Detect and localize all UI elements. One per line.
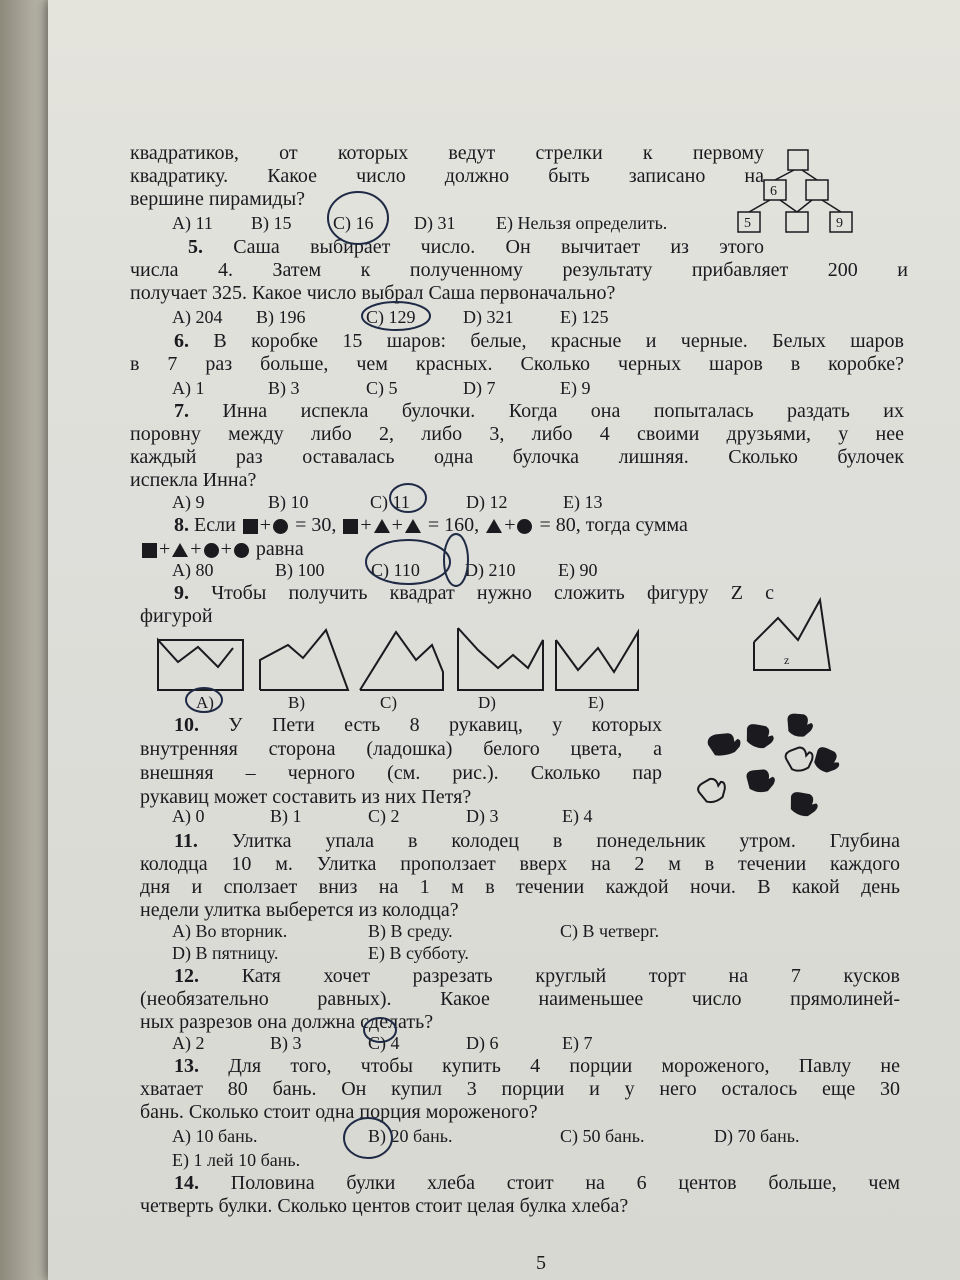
q4-answer-a: A) 11 (172, 213, 213, 233)
q10-answer-e: E) 4 (562, 806, 593, 826)
answer-circle-mark (186, 688, 222, 712)
q10-line: внешняя – черного (см. рис.). Сколько пар (140, 762, 662, 784)
q10-answer-a: A) 0 (172, 806, 205, 826)
q6-answer-c: C) 5 (366, 378, 398, 398)
q11-line: дня и сползает вниз на 1 м в течении каждой ночи. В какой день (140, 876, 900, 898)
q4-answer-d: D) 31 (414, 213, 456, 233)
question-number: 11. (174, 830, 198, 852)
q5-text: Саша выбирает число. Он вычитает из этого (233, 236, 765, 258)
pyramid-number: 6 (770, 184, 777, 199)
q6-answer-e: E) 9 (560, 378, 591, 398)
q12-text: Катя хочет разрезать круглый торт на 7 кусков (241, 965, 900, 987)
q12-answer-d: D) 6 (466, 1033, 499, 1053)
q8-line: 8. Если + = 30, + + = 160, + = 80, тогда сумма (174, 514, 688, 536)
q9-line: фигурой (140, 605, 213, 627)
q5-answer-a: A) 204 (172, 307, 223, 327)
q7-line: испекла Инна? (130, 469, 257, 491)
q6-answer-a: A) 1 (172, 378, 205, 398)
question-number: 10. (174, 714, 199, 736)
q5-line: получает 325. Какое число выбрал Саша первоначально? (130, 282, 616, 304)
question-number: 5. (188, 236, 203, 258)
page-number: 5 (536, 1252, 546, 1274)
q8-answer-b: B) 100 (275, 560, 325, 580)
q8-text: равна (255, 538, 304, 560)
q13-answer-e: E) 1 лей 10 бань. (172, 1150, 301, 1170)
answer-circle-mark (366, 540, 450, 584)
q13-answer-c: C) 50 бань. (560, 1126, 645, 1146)
answer-circle-mark (362, 302, 430, 330)
worksheet-page (48, 0, 960, 1280)
q7-line: поровну между либо 2, либо 3, либо 4 своими друзьями, у нее (130, 423, 904, 445)
q5-answer-c: C) 129 (366, 307, 416, 327)
q4-line: квадратиков, от которых ведут стрелки к первому (130, 142, 764, 164)
q6-answer-b: B) 3 (268, 378, 300, 398)
q14-line: четверть булки. Сколько центов стоит целая булка хлеба? (140, 1195, 629, 1217)
answer-circle-mark (364, 1018, 396, 1042)
figure-label: E) (588, 693, 605, 712)
q7-line: каждый раз оставалась одна булочка лишняя. Сколько булочек (130, 446, 904, 468)
q12-answer-e: E) 7 (562, 1033, 593, 1053)
question-number: 14. (174, 1172, 199, 1194)
q8-text: = 30, (295, 514, 337, 536)
q4-line: квадратику. Какое число должно быть записано на (130, 165, 764, 187)
q10-answer-b: B) 1 (270, 806, 302, 826)
figure-z-label: z (784, 653, 790, 667)
q6-answer-d: D) 7 (463, 378, 496, 398)
q11-answer-e: E) В субботу. (368, 943, 469, 963)
q10-text: У Пети есть 8 рукавиц, у которых (228, 714, 662, 736)
q4-answer-c: C) 16 (333, 213, 374, 233)
q10-answer-d: D) 3 (466, 806, 499, 826)
q10-line: внутренняя сторона (ладошка) белого цвета, а (140, 738, 662, 760)
q8-answer-e: E) 90 (558, 560, 598, 580)
q7-answer-a: A) 9 (172, 492, 205, 512)
q5-answer-b: B) 196 (256, 307, 306, 327)
q5-answer-d: D) 321 (463, 307, 514, 327)
q11-text: Улитка упала в колодец в понедельник утром. Глубина (231, 830, 900, 852)
question-number: 7. (174, 400, 189, 422)
question-number: 12. (174, 965, 199, 987)
q12-answer-a: A) 2 (172, 1033, 205, 1053)
answer-circle-mark (328, 192, 388, 244)
q8-answer-c: C) 110 (371, 560, 420, 580)
q9-text: Чтобы получить квадрат нужно сложить фигуру Z с (211, 582, 775, 604)
q7-answer-c: C) 11 (370, 492, 410, 512)
figure-label: C) (380, 693, 397, 712)
q5-answer-e: E) 125 (560, 307, 609, 327)
answer-circle-mark (444, 534, 468, 586)
q8-answer-a: A) 80 (172, 560, 214, 580)
answer-circle-mark (390, 484, 426, 512)
q13-answer-d: D) 70 бань. (714, 1126, 800, 1146)
q4-line: вершине пирамиды? (130, 188, 306, 210)
q11-answer-a: A) Во вторник. (172, 921, 288, 941)
q11-line: недели улитка выберется из колодца? (140, 899, 459, 921)
q4-answer-b: B) 15 (251, 213, 292, 233)
q5-line: числа 4. Затем к полученному результату прибавляет 200 и (130, 259, 908, 281)
q8-text: = 160, (427, 514, 480, 536)
q13-answer-b: B) 20 бань. (368, 1126, 453, 1146)
question-number: 6. (174, 330, 189, 352)
q8-text: = 80, тогда сумма (539, 514, 688, 536)
q6-line: в 7 раз больше, чем красных. Сколько черных шаров в коробке? (130, 353, 904, 375)
q11-answer-b: B) В среду. (368, 921, 453, 941)
figure-label: B) (288, 693, 305, 712)
q13-answer-a: A) 10 бань. (172, 1126, 258, 1146)
q12-line: ных разрезов она должна сделать? (140, 1011, 434, 1033)
pyramid-number: 5 (744, 216, 751, 231)
q7-answer-e: E) 13 (563, 492, 603, 512)
figure-label: D) (478, 693, 496, 712)
pen-marks (48, 0, 960, 1280)
question-number: 13. (174, 1055, 199, 1077)
q12-answer-b: B) 3 (270, 1033, 302, 1053)
q7-text: Инна испекла булочки. Когда она попыталась раздать их (222, 400, 904, 422)
question-number: 8. (174, 514, 189, 536)
q7-answer-b: B) 10 (268, 492, 309, 512)
question-number: 9. (174, 582, 189, 604)
q10-answer-c: C) 2 (368, 806, 400, 826)
q13-line: хватает 80 бань. Он купил 3 порции и у него осталось еще 30 (140, 1078, 900, 1100)
q8-text: Если (194, 514, 236, 536)
q6-text: В коробке 15 шаров: белые, красные и черные. Белых шаров (213, 330, 904, 352)
figure-label: A) (196, 693, 214, 712)
q12-line: (необязательно равных). Какое наименьшее число прямолиней- (140, 988, 900, 1010)
q8-answer-d: D) 210 (465, 560, 516, 580)
pyramid-number: 9 (836, 216, 843, 231)
answer-circle-mark (344, 1118, 392, 1158)
q10-line: рукавиц может составить из них Петя? (140, 786, 472, 808)
q13-line: бань. Сколько стоит одна порция мороженого? (140, 1101, 538, 1123)
q4-answer-e: E) Нельзя определить. (496, 213, 668, 233)
q11-answer-c: C) В четверг. (560, 921, 660, 941)
q14-text: Половина булки хлеба стоит на 6 центов больше, чем (230, 1172, 901, 1194)
q8-line: + + + равна (140, 538, 304, 560)
q7-answer-d: D) 12 (466, 492, 508, 512)
q11-answer-d: D) В пятницу. (172, 943, 279, 963)
q11-line: колодца 10 м. Улитка проползает вверх на 2 м в течении каждого (140, 853, 900, 875)
q12-answer-c: C) 4 (368, 1033, 400, 1053)
q13-text: Для того, чтобы купить 4 порции мороженого, Павлу не (228, 1055, 901, 1077)
